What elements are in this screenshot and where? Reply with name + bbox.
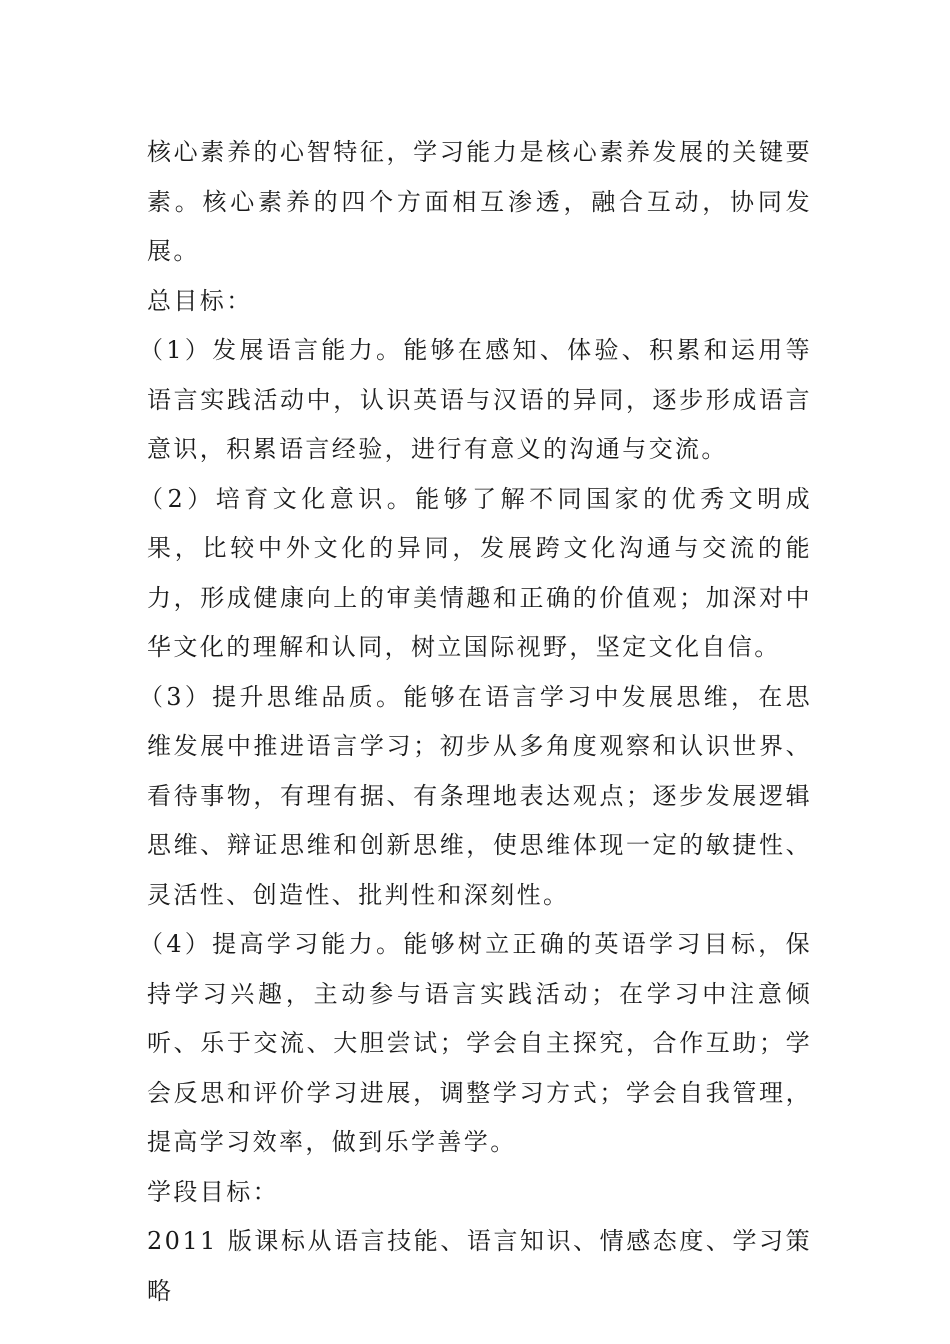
intro-paragraph: 核心素养的心智特征，学习能力是核心素养发展的关键要素。核心素养的四个方面相互渗透，融合互动，协同发展。 [147, 138, 812, 265]
goal-2-paragraph: （2）培育文化意识。能够了解不同国家的优秀文明成果，比较中外文化的异同，发展跨文化沟通与交流的能力，形成健康向上的审美情趣和正确的价值观；加深对中华文化的理解和认同，树立国际视野，坚定文化自信。 [139, 484, 812, 661]
overall-goal-heading: 总目标： [147, 286, 253, 315]
goal-1-paragraph: （1）发展语言能力。能够在感知、体验、积累和运用等语言实践活动中，认识英语与汉语的异同，逐步形成语言意识，积累语言经验，进行有意义的沟通与交流。 [139, 336, 812, 463]
goal-3-paragraph: （3）提升思维品质。能够在语言学习中发展思维，在思维发展中推进语言学习；初步从多角度观察和认识世界、看待事物，有理有据、有条理地表达观点；逐步发展逻辑思维、辩证思维和创新思维，使思维体现一定的敏捷性、灵活性、创造性、批判性和深刻性。 [139, 682, 812, 909]
goal-4-paragraph: （4）提高学习能力。能够树立正确的英语学习目标，保持学习兴趣，主动参与语言实践活动；在学习中注意倾听、乐于交流、大胆尝试；学会自主探究，合作互助；学会反思和评价学习进展，调整学习方式；学会自我管理，提高学习效率，做到乐学善学。 [139, 930, 812, 1156]
document-body [139, 128, 812, 1316]
stage-goal-heading: 学段目标： [147, 1177, 279, 1206]
stage-intro-paragraph: 2011 版课标从语言技能、语言知识、情感态度、学习策略 [147, 1227, 812, 1305]
